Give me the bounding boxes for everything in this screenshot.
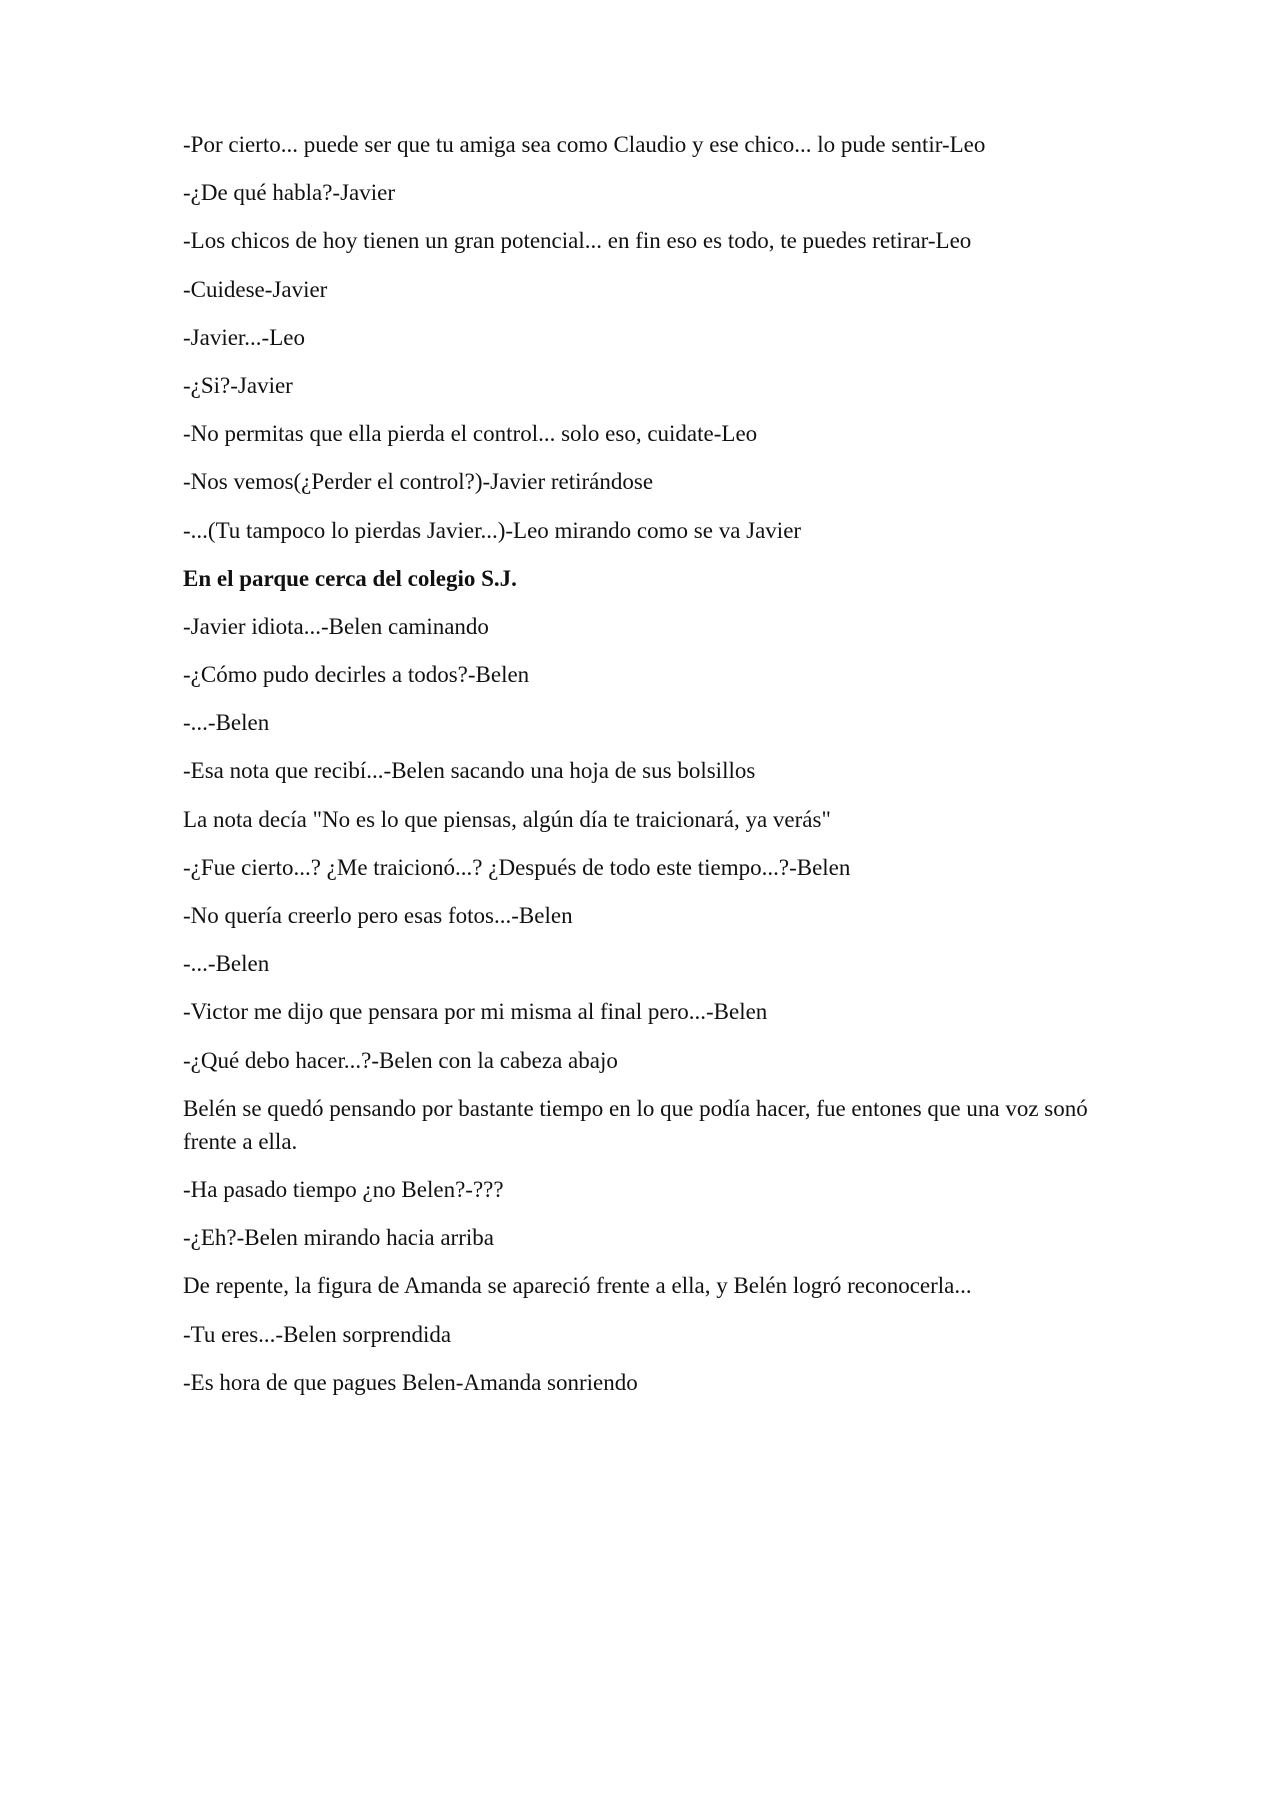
dialogue-line: -Es hora de que pagues Belen-Amanda sonriendo — [183, 1369, 638, 1395]
dialogue-line: -¿Eh?-Belen mirando hacia arriba — [183, 1225, 494, 1251]
document-body — [183, 128, 1088, 1414]
narration-paragraph: Belén se quedó pensando por bastante tiempo en lo que podía hacer, fue entones que una voz sonó frente a ella. — [183, 1095, 1088, 1154]
dialogue-line: -Ha pasado tiempo ¿no Belen?-??? — [183, 1176, 504, 1202]
dialogue-line: -Javier idiota...-Belen caminando — [183, 613, 489, 639]
dialogue-line: -Por cierto... puede ser que tu amiga sea como Claudio y ese chico... lo pude sentir-Leo — [183, 132, 986, 157]
narration-paragraph: La nota decía "No es lo que piensas, algún día te traicionará, ya verás" — [183, 806, 831, 832]
dialogue-line: -Los chicos de hoy tienen un gran potencial... en fin eso es todo, te puedes retirar-Leo — [183, 228, 972, 254]
dialogue-line: -¿Qué debo hacer...?-Belen con la cabeza abajo — [183, 1047, 618, 1073]
dialogue-line: -Cuidese-Javier — [183, 276, 328, 302]
dialogue-line: -Javier...-Leo — [183, 324, 305, 350]
dialogue-line: -Esa nota que recibí...-Belen sacando una hoja de sus bolsillos — [183, 758, 756, 784]
dialogue-line: -¿Cómo pudo decirles a todos?-Belen — [183, 662, 530, 688]
dialogue-line: -Tu eres...-Belen sorprendida — [183, 1321, 452, 1347]
dialogue-line: -¿Si?-Javier — [183, 372, 293, 398]
dialogue-line: -¿De qué habla?-Javier — [183, 180, 395, 206]
dialogue-line: -Nos vemos(¿Perder el control?)-Javier retirándose — [183, 469, 654, 495]
dialogue-line: -...-Belen — [183, 710, 270, 736]
dialogue-line: -...(Tu tampoco lo pierdas Javier...)-Leo mirando como se va Javier — [183, 517, 802, 543]
dialogue-line: -¿Fue cierto...? ¿Me traicionó...? ¿Después de todo este tiempo...?-Belen — [183, 854, 851, 880]
dialogue-line: -No permitas que ella pierda el control... solo eso, cuidate-Leo — [183, 421, 758, 447]
dialogue-line: -Victor me dijo que pensara por mi misma al final pero...-Belen — [183, 999, 768, 1025]
dialogue-line: -...-Belen — [183, 951, 270, 977]
narration-paragraph: De repente, la figura de Amanda se apareció frente a ella, y Belén logró reconocerla... — [183, 1273, 972, 1299]
dialogue-line: -No quería creerlo pero esas fotos...-Belen — [183, 903, 573, 928]
scene-heading: En el parque cerca del colegio S.J. — [183, 565, 517, 591]
